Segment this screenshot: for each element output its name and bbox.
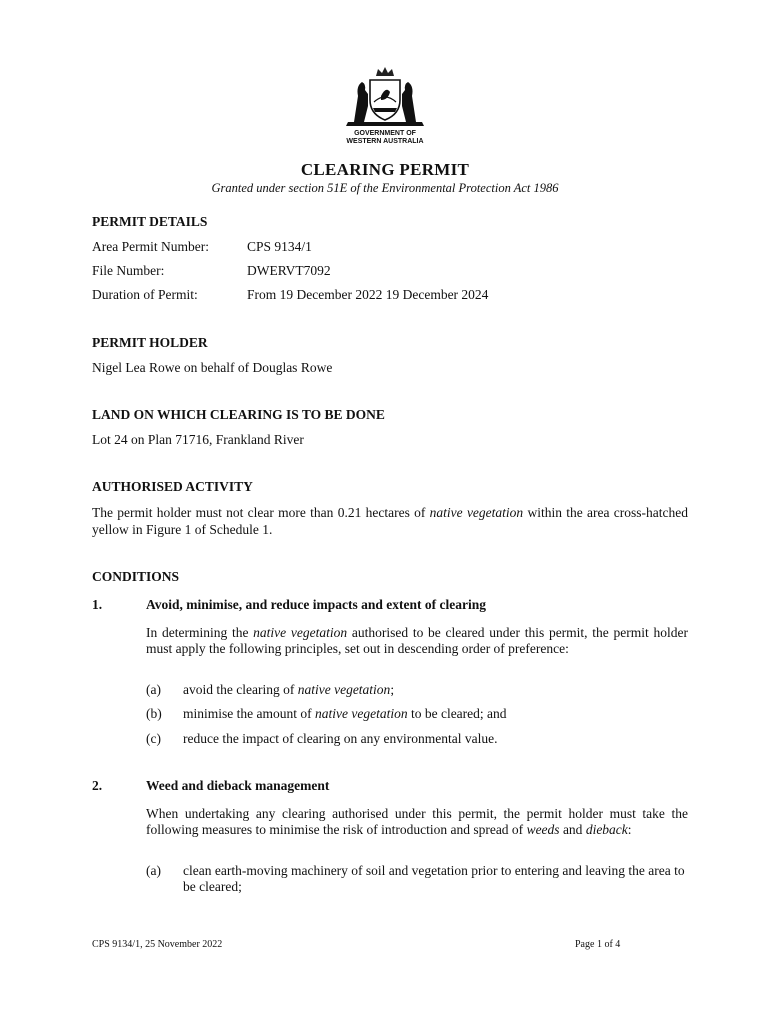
condition-2a-label: (a) <box>146 863 161 878</box>
duration-label: Duration of Permit: <box>92 287 198 302</box>
defined-term: weeds <box>526 822 560 837</box>
condition-1b-text: minimise the amount of native vegetation to be cleared; and <box>183 706 507 721</box>
defined-term: native vegetation <box>429 505 524 520</box>
permit-holder-heading: PERMIT HOLDER <box>92 335 208 350</box>
permit-holder-text: Nigel Lea Rowe on behalf of Douglas Rowe <box>92 360 333 375</box>
condition-2-title: Weed and dieback management <box>146 778 330 793</box>
gov-line-2: WESTERN AUSTRALIA <box>346 138 424 145</box>
condition-2-intro: When undertaking any clearing authorised under this permit, the permit holder must take the following measures to minimise the risk of introduction and spread of weeds and dieback: <box>146 806 688 837</box>
wa-coat-of-arms-icon <box>340 66 430 128</box>
condition-2-number: 2. <box>92 778 103 793</box>
defined-term: native vegetation <box>314 706 408 721</box>
permit-details-heading: PERMIT DETAILS <box>92 214 208 229</box>
footer-reference: CPS 9134/1, 25 November 2022 <box>92 939 223 950</box>
land-text: Lot 24 on Plan 71716, Frankland River <box>92 432 304 447</box>
condition-1a-label: (a) <box>146 682 161 697</box>
defined-term: native vegetation <box>253 625 348 640</box>
condition-1c-text: reduce the impact of clearing on any environmental value. <box>183 731 498 746</box>
condition-2a-text: clean earth-moving machinery of soil and vegetation prior to entering and leaving the area to be cleared; <box>183 863 685 894</box>
defined-term: native vegetation <box>297 682 391 697</box>
area-permit-number-label: Area Permit Number: <box>92 239 209 254</box>
condition-1-intro: In determining the native vegetation authorised to be cleared under this permit, the permit holder must apply the following principles, set out in descending order of preference: <box>146 625 688 656</box>
page-number: Page 1 of 4 <box>575 939 621 950</box>
condition-1a-text: avoid the clearing of native vegetation; <box>183 682 395 697</box>
land-heading: LAND ON WHICH CLEARING IS TO BE DONE <box>92 407 385 422</box>
authorised-activity-text: The permit holder must not clear more than 0.21 hectares of native vegetation within the area cross-hatched yellow in Figure 1 of Schedule 1. <box>92 505 688 537</box>
condition-1c-label: (c) <box>146 731 161 746</box>
page-subtitle: Granted under section 51E of the Environmental Protection Act 1986 <box>211 181 559 195</box>
duration-value: From 19 December 2022 19 December 2024 <box>247 287 489 302</box>
gov-line-1: GOVERNMENT OF <box>354 130 416 137</box>
page-title: CLEARING PERMIT <box>300 160 470 179</box>
file-number-label: File Number: <box>92 263 165 278</box>
defined-term: dieback <box>585 822 628 837</box>
condition-1b-label: (b) <box>146 706 162 721</box>
file-number-value: DWERVT7092 <box>247 263 331 278</box>
area-permit-number-value: CPS 9134/1 <box>247 239 312 254</box>
condition-1-number: 1. <box>92 597 103 612</box>
conditions-heading: CONDITIONS <box>92 569 180 584</box>
government-label <box>326 130 444 146</box>
authorised-activity-heading: AUTHORISED ACTIVITY <box>92 479 253 494</box>
condition-1-title: Avoid, minimise, and reduce impacts and extent of clearing <box>146 597 486 612</box>
